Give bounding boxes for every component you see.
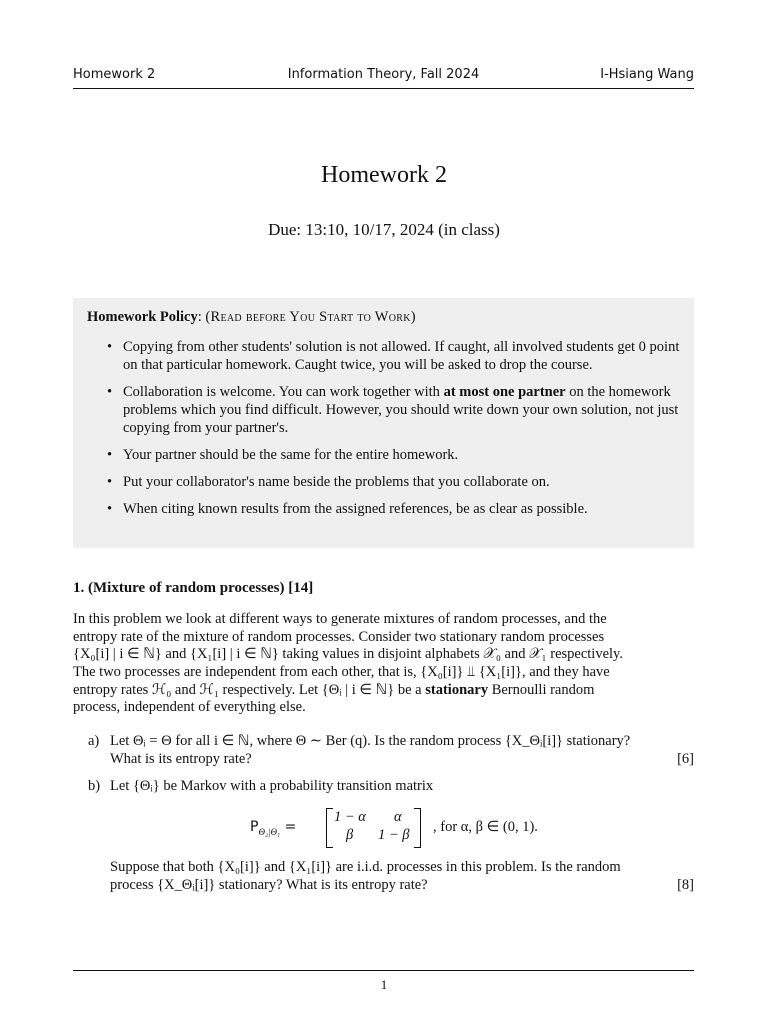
matrix-cell: 1 − α xyxy=(334,809,366,825)
due-date: Due: 13:10, 10/17, 2024 (in class) xyxy=(268,220,500,239)
matrix-cell: α xyxy=(394,809,402,825)
policy-heading xyxy=(87,309,416,326)
policy-item xyxy=(107,500,683,518)
matrix-lhs xyxy=(250,819,296,837)
part-a-points: [6] xyxy=(677,750,694,767)
intro-line: In this problem we look at different ways to generate mixtures of random processes, and the xyxy=(73,611,607,627)
running-header xyxy=(73,67,694,87)
policy-label: Homework Policy xyxy=(87,309,198,325)
header-rule xyxy=(73,88,694,89)
policy-item-text: Copying from other students' solution is not allowed. If caught, all involved students get 0 point on that particular homework. Caught twice, you will be asked to drop the course. xyxy=(123,339,680,373)
part-b-line: process {X_Θᵢ[i]} stationary? What is its entropy rate? xyxy=(110,876,428,893)
matrix-equals: = xyxy=(280,819,297,835)
part-a-line: Let Θᵢ = Θ for all i ∈ ℕ, where Θ ∼ Ber (q). Is the random process {X_Θᵢ[i]} stationary? xyxy=(110,733,631,749)
matrix-cell: β xyxy=(346,827,354,843)
policy-list xyxy=(107,338,683,527)
policy-item-text: Your partner should be the same for the entire homework. xyxy=(123,447,459,463)
intro-line: entropy rates ℋ₀ and ℋ₁ respectively. Let {Θᵢ | i ∈ ℕ} be a stationary Bernoulli random xyxy=(73,681,595,698)
policy-item xyxy=(107,446,683,464)
policy-item-text: Put your collaborator's name beside the problems that you collaborate on. xyxy=(123,474,550,490)
problem-intro xyxy=(73,611,694,717)
part-b-points: [8] xyxy=(677,876,694,893)
matrix-right-bracket xyxy=(414,808,421,848)
matrix-cell: 1 − β xyxy=(378,827,410,843)
header-left: Homework 2 xyxy=(73,67,156,82)
part-b-continued xyxy=(110,859,694,894)
problem-heading: 1. (Mixture of random processes) [14] xyxy=(73,580,314,596)
matrix-condition: , for α, β ∈ (0, 1). xyxy=(433,819,538,835)
part-a-label: a) xyxy=(88,733,100,749)
matrix-subscript: Θ₂|Θ₁ xyxy=(258,826,281,837)
part-b-line: Suppose that both {X₀[i]} and {X₁[i]} are i.i.d. processes in this problem. Is the random xyxy=(110,859,621,875)
policy-item-text-pre: Collaboration is welcome. You can work together with xyxy=(123,384,444,400)
intro-line: The two processes are independent from each other, that is, {X₀[i]} ⫫ {X₁[i]}, and they have xyxy=(73,664,610,681)
policy-item xyxy=(107,383,683,437)
matrix-symbol: P xyxy=(250,819,259,835)
policy-item xyxy=(107,338,683,374)
intro-line: process, independent of everything else. xyxy=(73,699,306,716)
part-a-line: What is its entropy rate? xyxy=(110,750,252,767)
intro-line: {X₀[i] | i ∈ ℕ} and {X₁[i] | i ∈ ℕ} taking values in disjoint alphabets 𝒳₀ and 𝒳₁ respectively. xyxy=(73,646,623,663)
policy-colon: : xyxy=(197,309,202,325)
header-center: Information Theory, Fall 2024 xyxy=(287,67,480,82)
footer-rule xyxy=(73,970,694,971)
part-b-line: Let {Θᵢ} be Markov with a probability transition matrix xyxy=(110,778,434,794)
policy-item xyxy=(107,473,683,491)
intro-line: entropy rate of the mixture of random processes. Consider two stationary random processes xyxy=(73,628,605,645)
part-a-line-2 xyxy=(110,751,694,769)
part-b-line-3 xyxy=(110,877,694,895)
policy-note: (Read before You Start to Work) xyxy=(205,309,416,325)
matrix-left-bracket xyxy=(326,808,333,848)
policy-item-text: When citing known results from the assigned references, be as clear as possible. xyxy=(123,501,588,517)
header-right: I-Hsiang Wang xyxy=(600,67,694,82)
policy-item-text-post: on the homework problems which you find difficult. However, you should write down your own solution, not just copying from your partner's. xyxy=(123,384,679,436)
policy-item-bold: at most one partner xyxy=(443,384,566,400)
policy-box xyxy=(73,298,694,548)
stationary-emphasis: stationary xyxy=(425,681,489,698)
page-number: 1 xyxy=(380,977,388,992)
part-b-label: b) xyxy=(88,778,101,794)
transition-matrix xyxy=(250,808,570,848)
page-title: Homework 2 xyxy=(321,162,447,188)
